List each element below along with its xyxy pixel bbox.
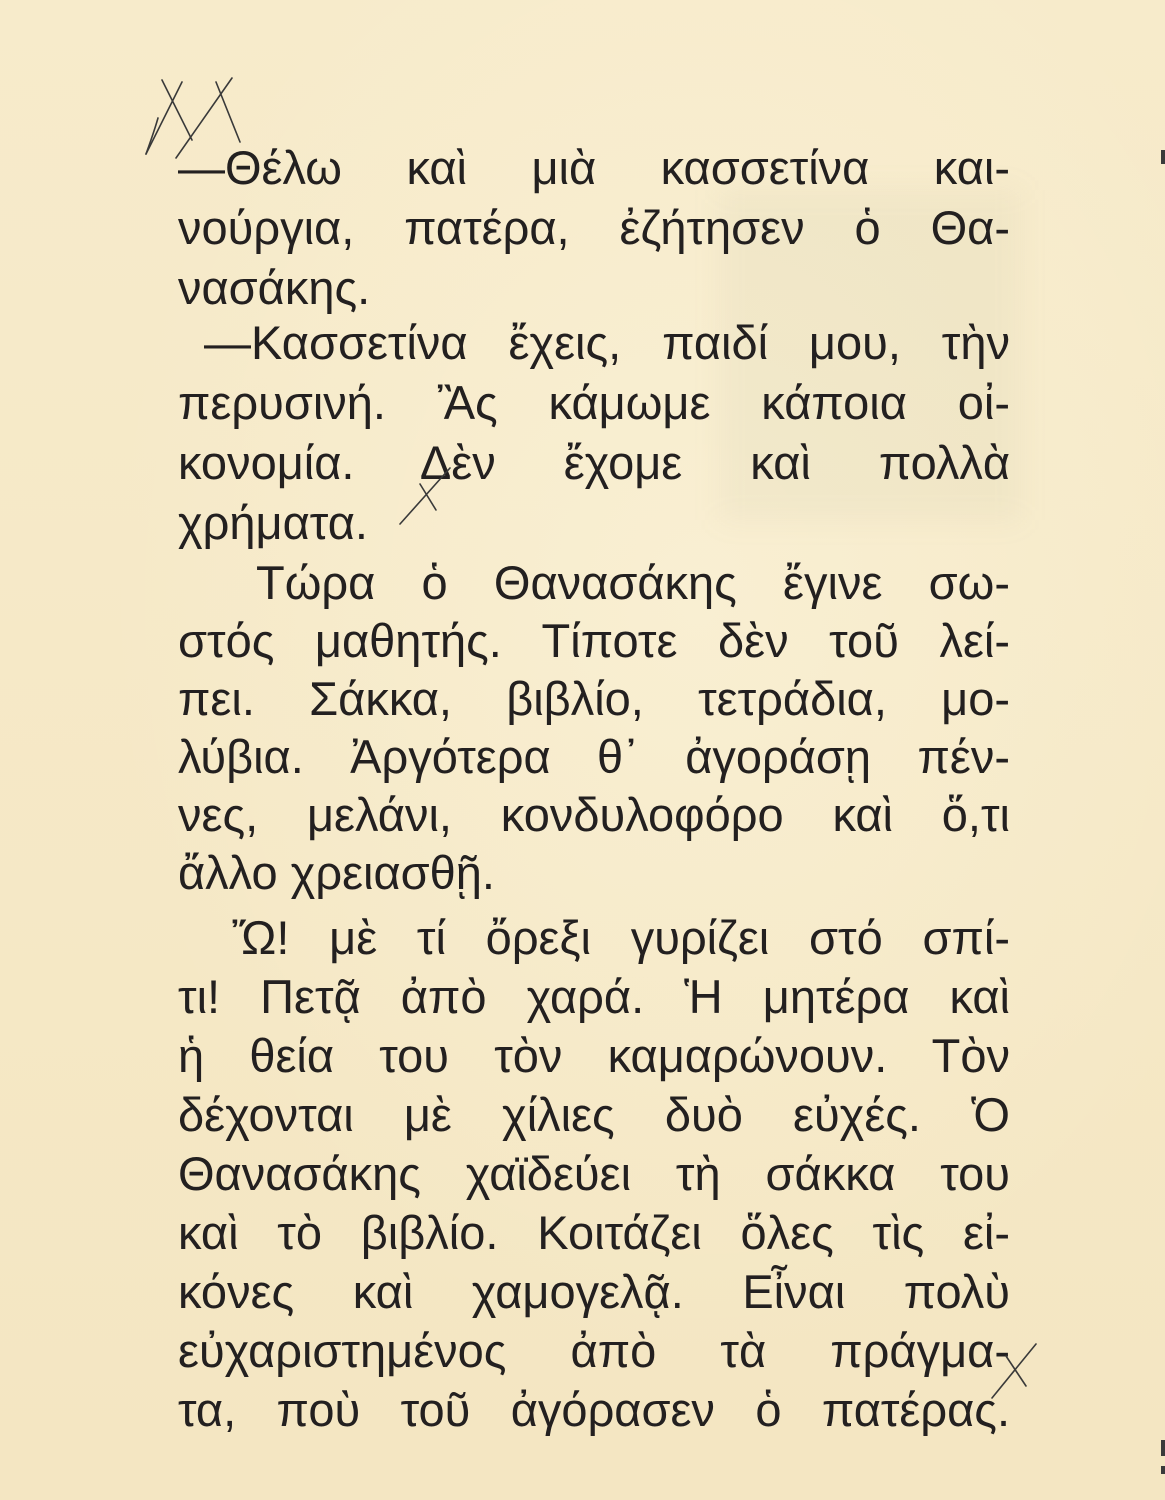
text-line: τι! Πετᾷ ἀπὸ χαρά. Ἡ μητέρα καὶ	[178, 970, 1010, 1023]
text-line: περυσινή. Ἂς κάμωμε κάποια οἰ-	[178, 376, 1010, 429]
text-line: κονομία. Δὲν ἔχομε καὶ πολλὰ	[178, 436, 1010, 489]
text-line: εὐχαριστημένος ἀπὸ τὰ πράγμα-	[178, 1324, 1010, 1377]
page-edge-mark	[1161, 1440, 1165, 1456]
text-line: τα, ποὺ τοῦ ἀγόρασεν ὁ πατέρας.	[178, 1383, 1010, 1436]
text-line: ἄλλο χρειασθῇ.	[178, 846, 495, 899]
x-pencil-mark	[986, 1340, 1056, 1410]
text-line: δέχονται μὲ χίλιες δυὸ εὐχές. Ὁ	[178, 1088, 1010, 1141]
text-line: κόνες καὶ χαμογελᾷ. Εἶναι πολὺ	[178, 1265, 1010, 1318]
text-line: καὶ τὸ βιβλίο. Κοιτάζει ὅλες τὶς εἰ-	[178, 1206, 1010, 1259]
text-line: χρήματα.	[178, 496, 368, 549]
page-edge-mark	[1161, 150, 1165, 164]
text-line: Τώρα ὁ Θανασάκης ἔγινε σω-	[256, 556, 1010, 609]
text-line: νούργια, πατέρα, ἐζήτησεν ὁ Θα-	[178, 201, 1010, 254]
text-line: νασάκης.	[178, 261, 371, 314]
text-line: —Θέλω καὶ μιὰ κασσετίνα και-	[178, 141, 1010, 194]
text-line: λύβια. Ἀργότερα θ᾽ ἀγοράσῃ πέν-	[178, 730, 1010, 783]
text-line: —Κασσετίνα ἔχεις, παιδί μου, τὴν	[204, 316, 1010, 369]
text-line: ἡ θεία του τὸν καμαρώνουν. Τὸν	[178, 1029, 1010, 1082]
text-line: νες, μελάνι, κονδυλοφόρο καὶ ὅ,τι	[178, 788, 1010, 841]
x-pencil-mark	[392, 462, 462, 532]
text-line: Θανασάκης χαϊδεύει τὴ σάκκα του	[178, 1147, 1010, 1200]
text-line: στός μαθητής. Τίποτε δὲν τοῦ λεί-	[178, 614, 1010, 667]
text-line: Ὤ! μὲ τί ὄρεξι γυρίζει στό σπί-	[232, 911, 1010, 964]
text-line: πει. Σάκκα, βιβλίο, τετράδια, μο-	[178, 672, 1010, 725]
page-edge-mark	[1161, 1466, 1165, 1474]
